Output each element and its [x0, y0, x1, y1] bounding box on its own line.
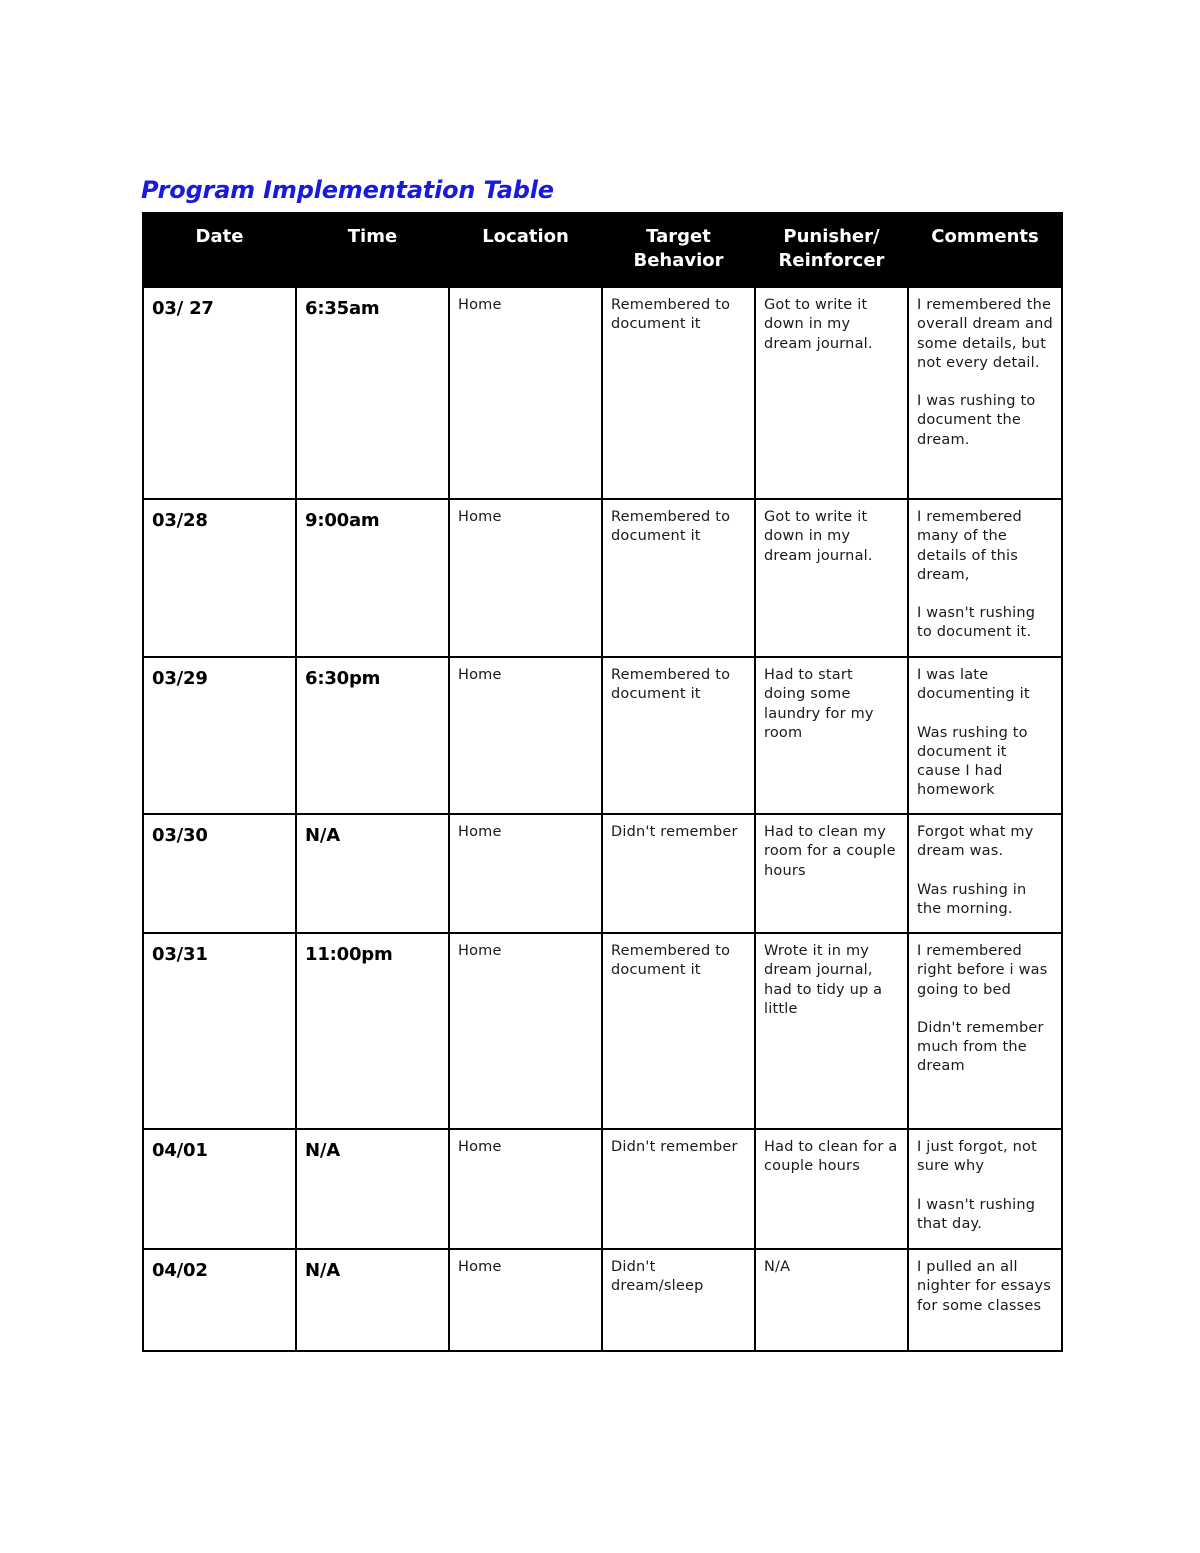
header-comments: Comments: [908, 213, 1062, 287]
header-date: Date: [143, 213, 296, 287]
date-cell: 04/02: [143, 1249, 296, 1351]
table-row: [143, 287, 1062, 499]
program-implementation-table: [142, 212, 1063, 1352]
target-behavior-cell: Didn't dream/sleep: [602, 1249, 755, 1351]
table-row: [143, 499, 1062, 657]
time-cell: 11:00pm: [296, 933, 449, 1129]
target-behavior-cell: Remembered to document it: [602, 499, 755, 657]
comments-cell: I pulled an all nighter for essays for some classes: [908, 1249, 1062, 1351]
time-cell: 6:30pm: [296, 657, 449, 814]
date-cell: 03/ 27: [143, 287, 296, 499]
location-cell: Home: [449, 933, 602, 1129]
punisher-reinforcer-cell: Got to write it down in my dream journal.: [755, 287, 908, 499]
comments-cell: I remembered the overall dream and some details, but not every detail. I was rushing to document the dream.: [908, 287, 1062, 499]
date-cell: 03/30: [143, 814, 296, 933]
target-behavior-cell: Didn't remember: [602, 814, 755, 933]
target-behavior-cell: Didn't remember: [602, 1129, 755, 1249]
table-row: [143, 657, 1062, 814]
location-cell: Home: [449, 499, 602, 657]
header-time: Time: [296, 213, 449, 287]
table-row: [143, 1249, 1062, 1351]
date-cell: 03/31: [143, 933, 296, 1129]
location-cell: Home: [449, 287, 602, 499]
time-cell: 9:00am: [296, 499, 449, 657]
punisher-reinforcer-cell: Got to write it down in my dream journal.: [755, 499, 908, 657]
date-cell: 03/29: [143, 657, 296, 814]
comments-cell: I just forgot, not sure why I wasn't rushing that day.: [908, 1129, 1062, 1249]
date-cell: 03/28: [143, 499, 296, 657]
location-cell: Home: [449, 657, 602, 814]
punisher-reinforcer-cell: Had to clean for a couple hours: [755, 1129, 908, 1249]
header-row: [143, 213, 1062, 287]
comments-cell: I remembered right before i was going to bed Didn't remember much from the dream: [908, 933, 1062, 1129]
time-cell: N/A: [296, 1129, 449, 1249]
header-location: Location: [449, 213, 602, 287]
time-cell: N/A: [296, 814, 449, 933]
table-row: [143, 933, 1062, 1129]
target-behavior-cell: Remembered to document it: [602, 657, 755, 814]
comments-cell: I was late documenting it Was rushing to document it cause I had homework: [908, 657, 1062, 814]
location-cell: Home: [449, 814, 602, 933]
punisher-reinforcer-cell: Had to clean my room for a couple hours: [755, 814, 908, 933]
time-cell: N/A: [296, 1249, 449, 1351]
time-cell: 6:35am: [296, 287, 449, 499]
punisher-reinforcer-cell: Had to start doing some laundry for my room: [755, 657, 908, 814]
date-cell: 04/01: [143, 1129, 296, 1249]
punisher-reinforcer-cell: N/A: [755, 1249, 908, 1351]
target-behavior-cell: Remembered to document it: [602, 287, 755, 499]
page-title: Program Implementation Table: [141, 176, 554, 204]
header-target-behavior: Target Behavior: [602, 213, 755, 287]
table-row: [143, 1129, 1062, 1249]
header-punisher-reinforcer: Punisher/ Reinforcer: [755, 213, 908, 287]
table-row: [143, 814, 1062, 933]
comments-cell: Forgot what my dream was. Was rushing in the morning.: [908, 814, 1062, 933]
comments-cell: I remembered many of the details of this dream, I wasn't rushing to document it.: [908, 499, 1062, 657]
target-behavior-cell: Remembered to document it: [602, 933, 755, 1129]
location-cell: Home: [449, 1129, 602, 1249]
punisher-reinforcer-cell: Wrote it in my dream journal, had to tidy up a little: [755, 933, 908, 1129]
location-cell: Home: [449, 1249, 602, 1351]
